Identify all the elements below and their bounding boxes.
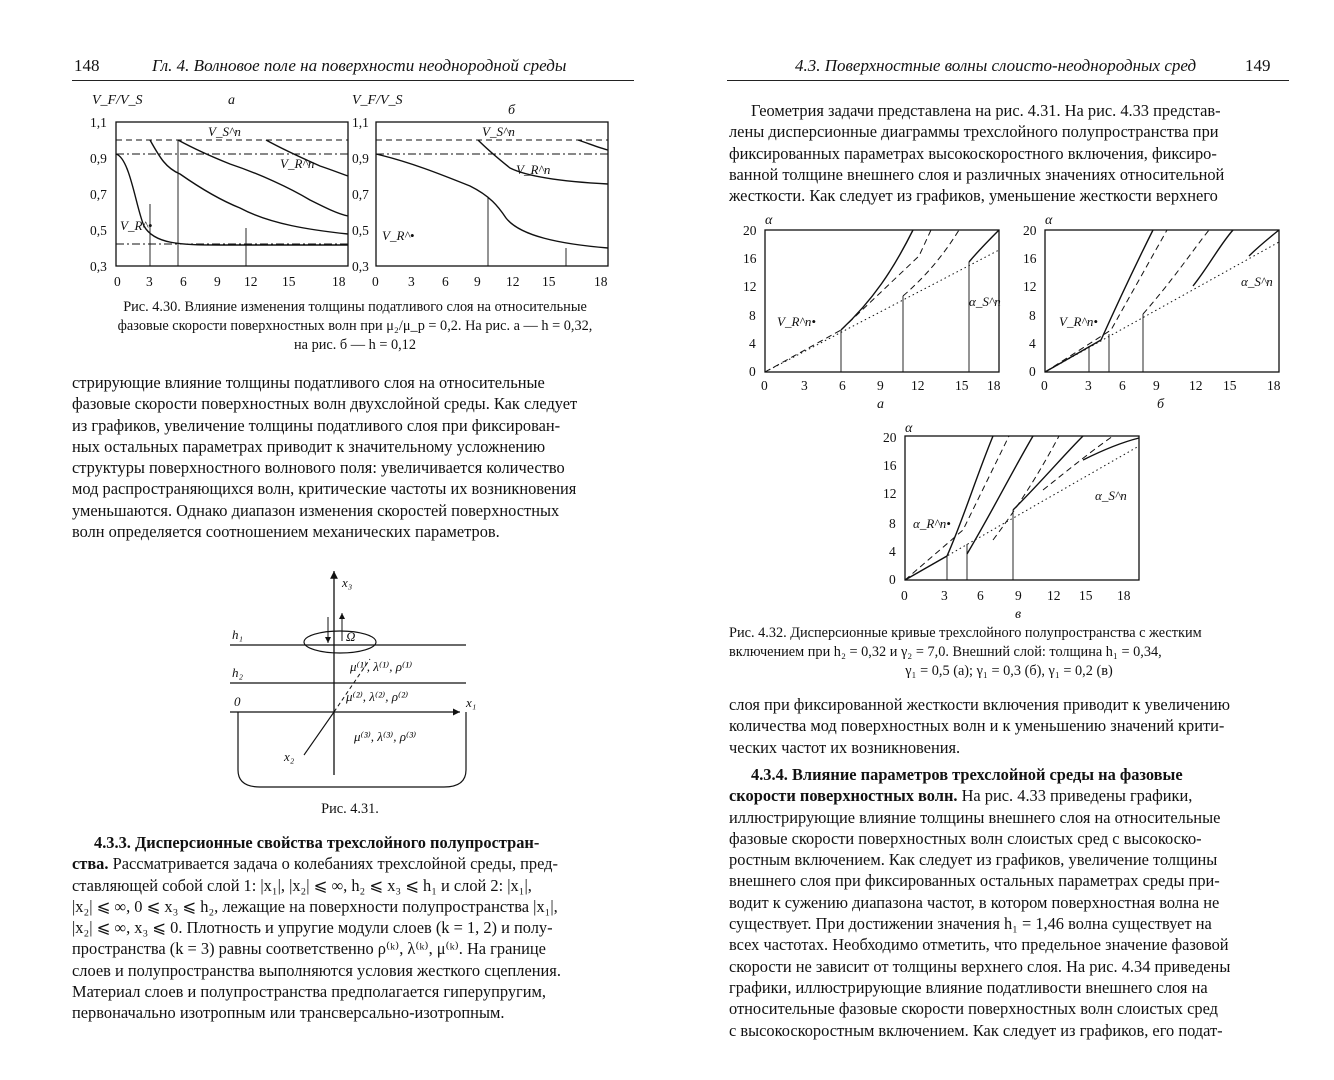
text-line: |x₂| ⩽ ∞, 0 ⩽ x₃ ⩽ h₂, лежащие на поверхности полупространства |x₁|,: [72, 896, 558, 916]
text-line: первоначально изотропным или трансверсально-изотропным.: [72, 1003, 505, 1023]
xtick: 18: [1117, 588, 1131, 603]
label-zero: 0: [234, 694, 241, 709]
text-line: структуры поверхностного волнового поля: увеличивается количество: [72, 458, 565, 478]
xtick: 12: [244, 274, 258, 289]
figure-4-32-a: [743, 210, 1013, 410]
section-4-3-3: [72, 832, 634, 1024]
xtick: 6: [180, 274, 187, 289]
xtick: 12: [1047, 588, 1061, 603]
panel-label-b: б: [1157, 397, 1165, 412]
layer3-params: μ⁽³⁾, λ⁽³⁾, ρ⁽³⁾: [354, 729, 417, 744]
text-line: количества мод поверхностных волн и к уменьшению значений крити-: [729, 716, 1225, 736]
xtick: 18: [332, 274, 346, 289]
xtick: 0: [761, 378, 768, 393]
xtick: 3: [146, 274, 153, 289]
xtick: 6: [442, 274, 449, 289]
paragraph: [729, 100, 1289, 206]
section-title: ства.: [72, 854, 109, 874]
ytick: 0,9: [352, 151, 369, 166]
text-line: ставляющей собой слой 1: |x₁|, |x₂| ⩽ ∞, h₂ ⩽ x₃ ⩽ h₁ и слой 2: |x₁|,: [72, 875, 532, 895]
text-line: ных остальных параметрах приводит к значительному усложнению: [72, 436, 546, 456]
running-header: Гл. 4. Волновое поле на поверхности неоднородной среды: [152, 56, 567, 75]
xtick: 18: [987, 378, 1001, 393]
text-fragment: Рассматривается задача о колебаниях трехслойной среды, пред-: [108, 854, 558, 874]
ytick: 0,5: [352, 223, 369, 238]
xtick: 6: [977, 588, 984, 603]
text-line: всех частотах. Необходимо отметить, что предельное значение фазовой: [729, 935, 1229, 955]
caption-line: фазовые скорости поверхностных волн при μ₂/μ_p = 0,2. На рис. а — h = 0,32,: [117, 318, 593, 334]
text-line: |x₂| ⩽ ∞, x₃ ⩽ 0. Плотность и упругие модули слоев (k = 1, 2) и полу-: [72, 918, 553, 938]
page-number: 149: [1245, 56, 1271, 75]
xtick: 15: [542, 274, 556, 289]
xtick: 3: [1085, 378, 1092, 393]
y-axis-label: V_F/V_S: [92, 93, 143, 108]
panel-label-b: б: [508, 103, 516, 118]
text-line: жесткости. Как следует из графиков, уменьшение жесткости верхнего: [729, 186, 1218, 206]
text-line: графики, иллюстрирующие влияние податливости внешнего слоя на: [729, 977, 1208, 997]
text-line: ванной толщине внешнего слоя и различных значениях относительной: [729, 164, 1225, 184]
ytick: 8: [749, 308, 756, 323]
y-axis-label: α: [905, 421, 913, 436]
xtick: 3: [801, 378, 808, 393]
figure-caption: Рис. 4.31.: [321, 801, 379, 817]
xtick: 9: [474, 274, 481, 289]
label-h2: h₂: [232, 665, 244, 680]
xtick: 0: [372, 274, 379, 289]
ytick: 16: [883, 458, 897, 473]
ar-label: α_R^п•: [913, 516, 951, 531]
text-line: фазовые скорости поверхностных волн слоистых сред с высокоско-: [729, 828, 1202, 848]
ytick: 16: [743, 251, 757, 266]
panel-label-c: в: [1015, 607, 1022, 622]
section-4-3-4: [729, 764, 1289, 1041]
text-line: ческих частот их возникновения.: [729, 737, 961, 757]
text-line: иллюстрирующие влияние толщины внешнего слоя на относительные: [729, 807, 1221, 827]
ytick: 20: [743, 223, 757, 238]
text-line: скорости не зависит от толщины верхнего слоя. На рис. 4.34 приведены: [729, 956, 1231, 976]
section-title: 4.3.3. Дисперсионные свойства трехслойного полупростран-: [94, 833, 540, 852]
ytick: 8: [1029, 308, 1036, 323]
xtick: 3: [941, 588, 948, 603]
text-line: [72, 853, 634, 874]
ytick: 0,7: [352, 187, 369, 202]
ytick: 1,1: [352, 115, 369, 130]
caption-line: включением при h₂ = 0,32 и γ₂ = 7,0. Внешний слой: толщина h₁ = 0,34,: [729, 644, 1162, 660]
vr-label: V_R^п: [280, 156, 315, 171]
vr-label: V_R^п•: [777, 314, 816, 329]
label-h1: h₁: [232, 627, 244, 642]
panel-label-a: а: [228, 93, 235, 108]
xtick: 18: [1267, 378, 1281, 393]
vr-label: V_R^п: [516, 162, 551, 177]
xtick: 0: [114, 274, 121, 289]
axis-x1: x₁: [466, 695, 477, 710]
xtick: 12: [506, 274, 520, 289]
text-line: внешнего слоя при фиксированных остальных параметрах среды при-: [729, 871, 1220, 891]
ytick: 0,3: [90, 259, 107, 274]
section-heading: [72, 832, 634, 853]
paragraph: [72, 372, 634, 542]
header-rule: [727, 80, 1289, 81]
as-label: α_S^п: [1095, 488, 1127, 503]
caption-line: Рис. 4.32. Дисперсионные кривые трехслойного полупространства с жестким: [729, 625, 1202, 641]
ytick: 12: [743, 279, 757, 294]
ytick: 12: [1023, 279, 1037, 294]
xtick: 12: [911, 378, 925, 393]
ytick: 0: [1029, 364, 1036, 379]
xtick: 18: [594, 274, 608, 289]
ytick: 4: [749, 336, 756, 351]
section-title: скорости поверхностных волн.: [729, 786, 958, 806]
vs-label: V_S^п: [482, 124, 515, 139]
text-fragment: На рис. 4.33 приведены графики,: [957, 786, 1193, 806]
text-line: мод распространяющихся волн, критические частоты их возникновения: [72, 479, 577, 499]
xtick: 12: [1189, 378, 1203, 393]
text-line: существует. При достижении значения h₁ = 1,46 волна существует на: [729, 914, 1212, 934]
ytick: 4: [1029, 336, 1036, 351]
ytick: 20: [883, 430, 897, 445]
vs-label: V_S^п: [208, 124, 241, 139]
xtick: 6: [1119, 378, 1126, 393]
ytick: 12: [883, 486, 897, 501]
panel-label-a: а: [877, 397, 884, 412]
ytick: 0: [889, 572, 896, 587]
ytick: 16: [1023, 251, 1037, 266]
text-line: фазовые скорости поверхностных волн двухслойной среды. Как следует: [72, 394, 578, 414]
text-line: уменьшаются. Однако диапазон изменения скоростей поверхностных: [72, 500, 560, 520]
figure-4-32-c: [883, 420, 1153, 620]
layer2-params: μ⁽²⁾, λ⁽²⁾, ρ⁽²⁾: [346, 689, 409, 704]
y-axis-label: α: [1045, 213, 1053, 228]
caption-line: на рис. б — h = 0,12: [294, 337, 416, 353]
section-heading: [729, 764, 1289, 785]
text-line: Материал слоев и полупространства предполагается гиперупругим,: [72, 982, 547, 1002]
header-rule: [72, 80, 634, 81]
paragraph: [729, 694, 1289, 758]
text-line: относительные фазовые скорости поверхностных волн слоистых сред: [729, 999, 1218, 1019]
layer1-params: μ⁽¹⁾, λ⁽¹⁾, ρ⁽¹⁾: [350, 659, 413, 674]
right-page: [667, 0, 1334, 1080]
xtick: 15: [1223, 378, 1237, 393]
ytick: 0,9: [90, 151, 107, 166]
text-line: волн определяется соотношением механических параметров.: [72, 522, 500, 542]
figure-4-30: [70, 88, 640, 298]
text-line: ростным включением. Как следует из графиков, увеличение толщины: [729, 850, 1218, 870]
figure-4-31: [220, 565, 490, 795]
xtick: 6: [839, 378, 846, 393]
xtick: 15: [955, 378, 969, 393]
text-line: слоев и полупространства выполняются условия жесткого сцепления.: [72, 960, 561, 980]
figure-caption: [729, 624, 1289, 681]
ytick: 0,3: [352, 259, 369, 274]
text-line: стрирующие влияние толщины податливого слоя на относительные: [72, 373, 545, 392]
ytick: 0,7: [90, 187, 107, 202]
ytick: 1,1: [90, 115, 107, 130]
running-header: 4.3. Поверхностные волны слоисто-неоднородных сред: [795, 56, 1197, 75]
figure-caption: [72, 298, 638, 355]
caption-line: Рис. 4.30. Влияние изменения толщины податливого слоя на относительные: [123, 299, 587, 315]
y-axis-label: α: [765, 213, 773, 228]
ytick: 20: [1023, 223, 1037, 238]
ytick: 8: [889, 516, 896, 531]
text-line: Геометрия задачи представлена на рис. 4.31. На рис. 4.33 представ-: [751, 101, 1221, 120]
text-line: водит к сужению диапазона частот, в котором поверхностная волна не: [729, 892, 1220, 912]
figure-4-32-b: [1023, 210, 1293, 410]
text-line: фиксированных параметрах высокоскоростного включения, фиксиро-: [729, 143, 1217, 163]
y-axis-label: V_F/V_S: [352, 93, 403, 108]
ytick: 4: [889, 544, 896, 559]
xtick: 9: [877, 378, 884, 393]
vr-label: V_R^п•: [1059, 314, 1098, 329]
xtick: 0: [1041, 378, 1048, 393]
vrstar-label: V_R^•: [382, 228, 415, 243]
text-line: пространства (k = 3) равны соответственно ρ⁽ᵏ⁾, λ⁽ᵏ⁾, μ⁽ᵏ⁾. На границе: [72, 939, 546, 959]
xtick: 9: [214, 274, 221, 289]
xtick: 9: [1153, 378, 1160, 393]
page-number: 148: [74, 56, 100, 75]
as-label: α_S^п: [969, 294, 1001, 309]
text-line: лены дисперсионные диаграммы трехслойного полупространства при: [729, 122, 1219, 142]
xtick: 3: [408, 274, 415, 289]
xtick: 9: [1015, 588, 1022, 603]
axis-x3: x₃: [342, 575, 353, 590]
as-label: α_S^п: [1241, 274, 1273, 289]
text-line: из графиков, увеличение толщины податливого слоя при фиксирован-: [72, 415, 561, 435]
vrstar-label: V_R^•: [120, 218, 153, 233]
text-line: с высокоскоростным включением. Как следует из графиков, его подат-: [729, 1020, 1223, 1040]
text-line: [729, 785, 1289, 806]
ytick: 0,5: [90, 223, 107, 238]
text-line: слоя при фиксированной жесткости включения приводит к увеличению: [729, 695, 1230, 714]
xtick: 0: [901, 588, 908, 603]
ytick: 0: [749, 364, 756, 379]
caption-line: γ₁ = 0,5 (а); γ₁ = 0,3 (б), γ₁ = 0,2 (в): [905, 663, 1113, 679]
label-omega: Ω: [346, 629, 356, 644]
xtick: 15: [282, 274, 296, 289]
axis-x2: x₂: [284, 749, 295, 764]
xtick: 15: [1079, 588, 1093, 603]
section-title: 4.3.4. Влияние параметров трехслойной среды на фазовые: [751, 765, 1183, 784]
